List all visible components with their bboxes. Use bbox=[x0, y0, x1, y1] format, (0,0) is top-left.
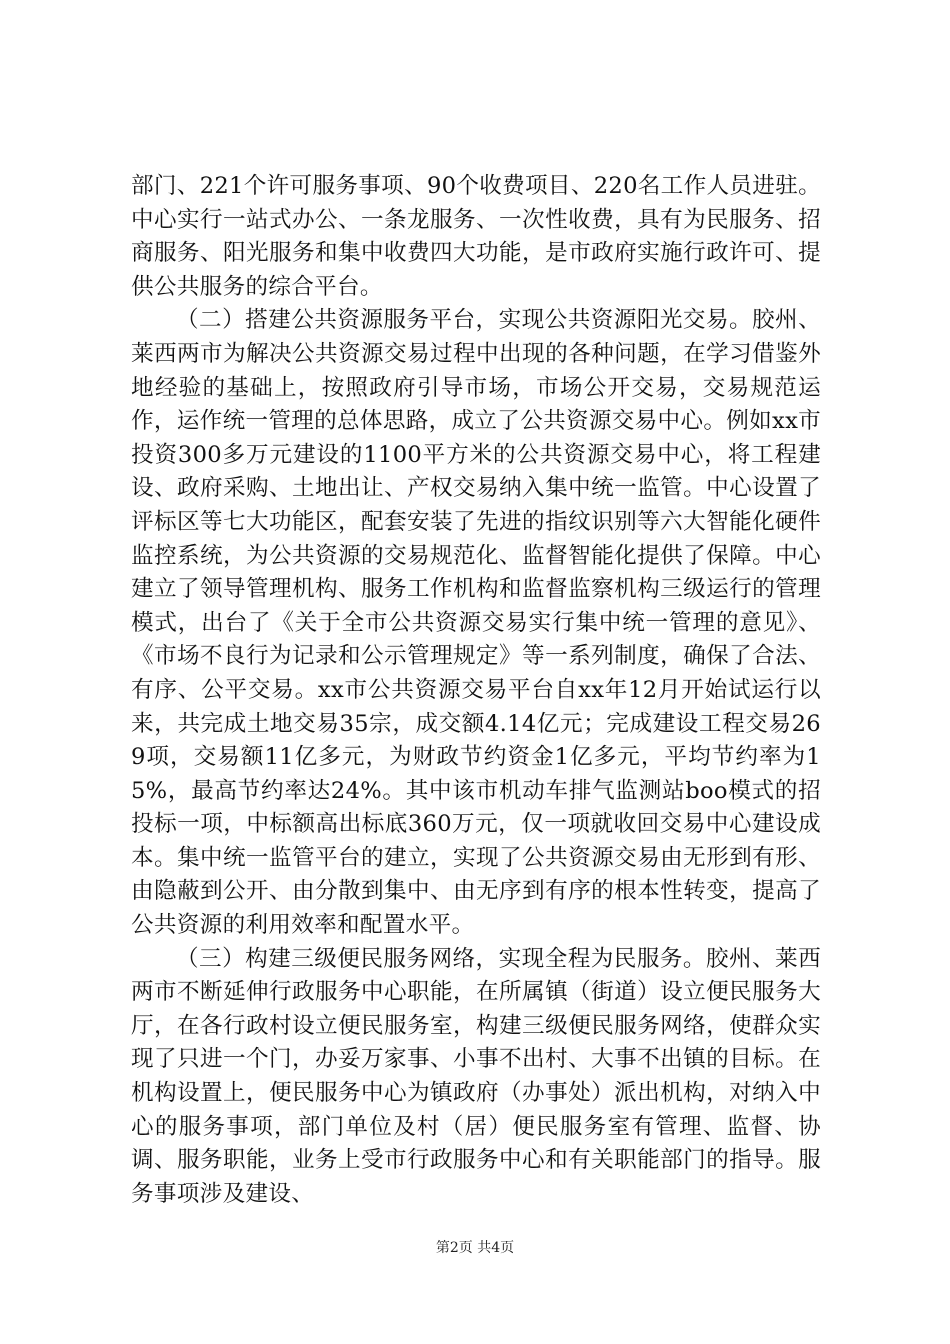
page-footer: 第2页 共4页 bbox=[435, 1240, 515, 1256]
document-body bbox=[131, 170, 821, 1211]
paragraph-1: 部门、221个许可服务事项、90个收费项目、220名工作人员进驻。中心实行一站式办公、一条龙服务、一次性收费，具有为民服务、招商服务、阳光服务和集中收费四大功能，是市政府实施行政许可、提供公共服务的综合平台。 bbox=[131, 173, 821, 300]
paragraph-3: （三）构建三级便民服务网络，实现全程为民服务。胶州、莱西两市不断延伸行政服务中心职能，在所属镇（街道）设立便民服务大厅，在各行政村设立便民服务室，构建三级便民服务网络，使群众实现了只进一个门，办妥万家事、小事不出村、大事不出镇的目标。在机构设置上，便民服务中心为镇政府（办事处）派出机构，对纳入中心的服务事项，部门单位及村（居）便民服务室有管理、监督、协调、服务职能，业务上受市行政服务中心和有关职能部门的指导。服务事项涉及建设、 bbox=[131, 945, 821, 1207]
paragraph-2: （二）搭建公共资源服务平台，实现公共资源阳光交易。胶州、莱西两市为解决公共资源交易过程中出现的各种问题，在学习借鉴外地经验的基础上，按照政府引导市场，市场公开交易，交易规范运作，运作统一管理的总体思路，成立了公共资源交易中心。例如xx市投资300多万元建设的1100平方米的公共资源交易中心，将工程建设、政府采购、土地出让、产权交易纳入集中统一监管。中心设置了评标区等七大功能区，配套安装了先进的指纹识别等六大智能化硬件监控系统，为公共资源的交易规范化、监督智能化提供了保障。中心建立了领导管理机构、服务工作机构和监督监察机构三级运行的管理模式，出台了《关于全市公共资源交易实行集中统一管理的意见》、《市场不良行为记录和公示管理规定》等一系列制度，确保了合法、有序、公平交易。xx市公共资源交易平台自xx年12月开始试运行以来，共完成土地交易35宗，成交额4.14亿元；完成建设工程交易269项，交易额11亿多元，为财政节约资金1亿多元，平均节约率为15%，最高节约率达24%。其中该市机动车排气监测站boo模式的招投标一项，中标额高出标底360万元，仅一项就收回交易中心建设成本。集中统一监管平台的建立，实现了公共资源交易由无形到有形、由隐蔽到公开、由分散到集中、由无序到有序的根本性转变，提高了公共资源的利用效率和配置水平。 bbox=[131, 307, 822, 939]
